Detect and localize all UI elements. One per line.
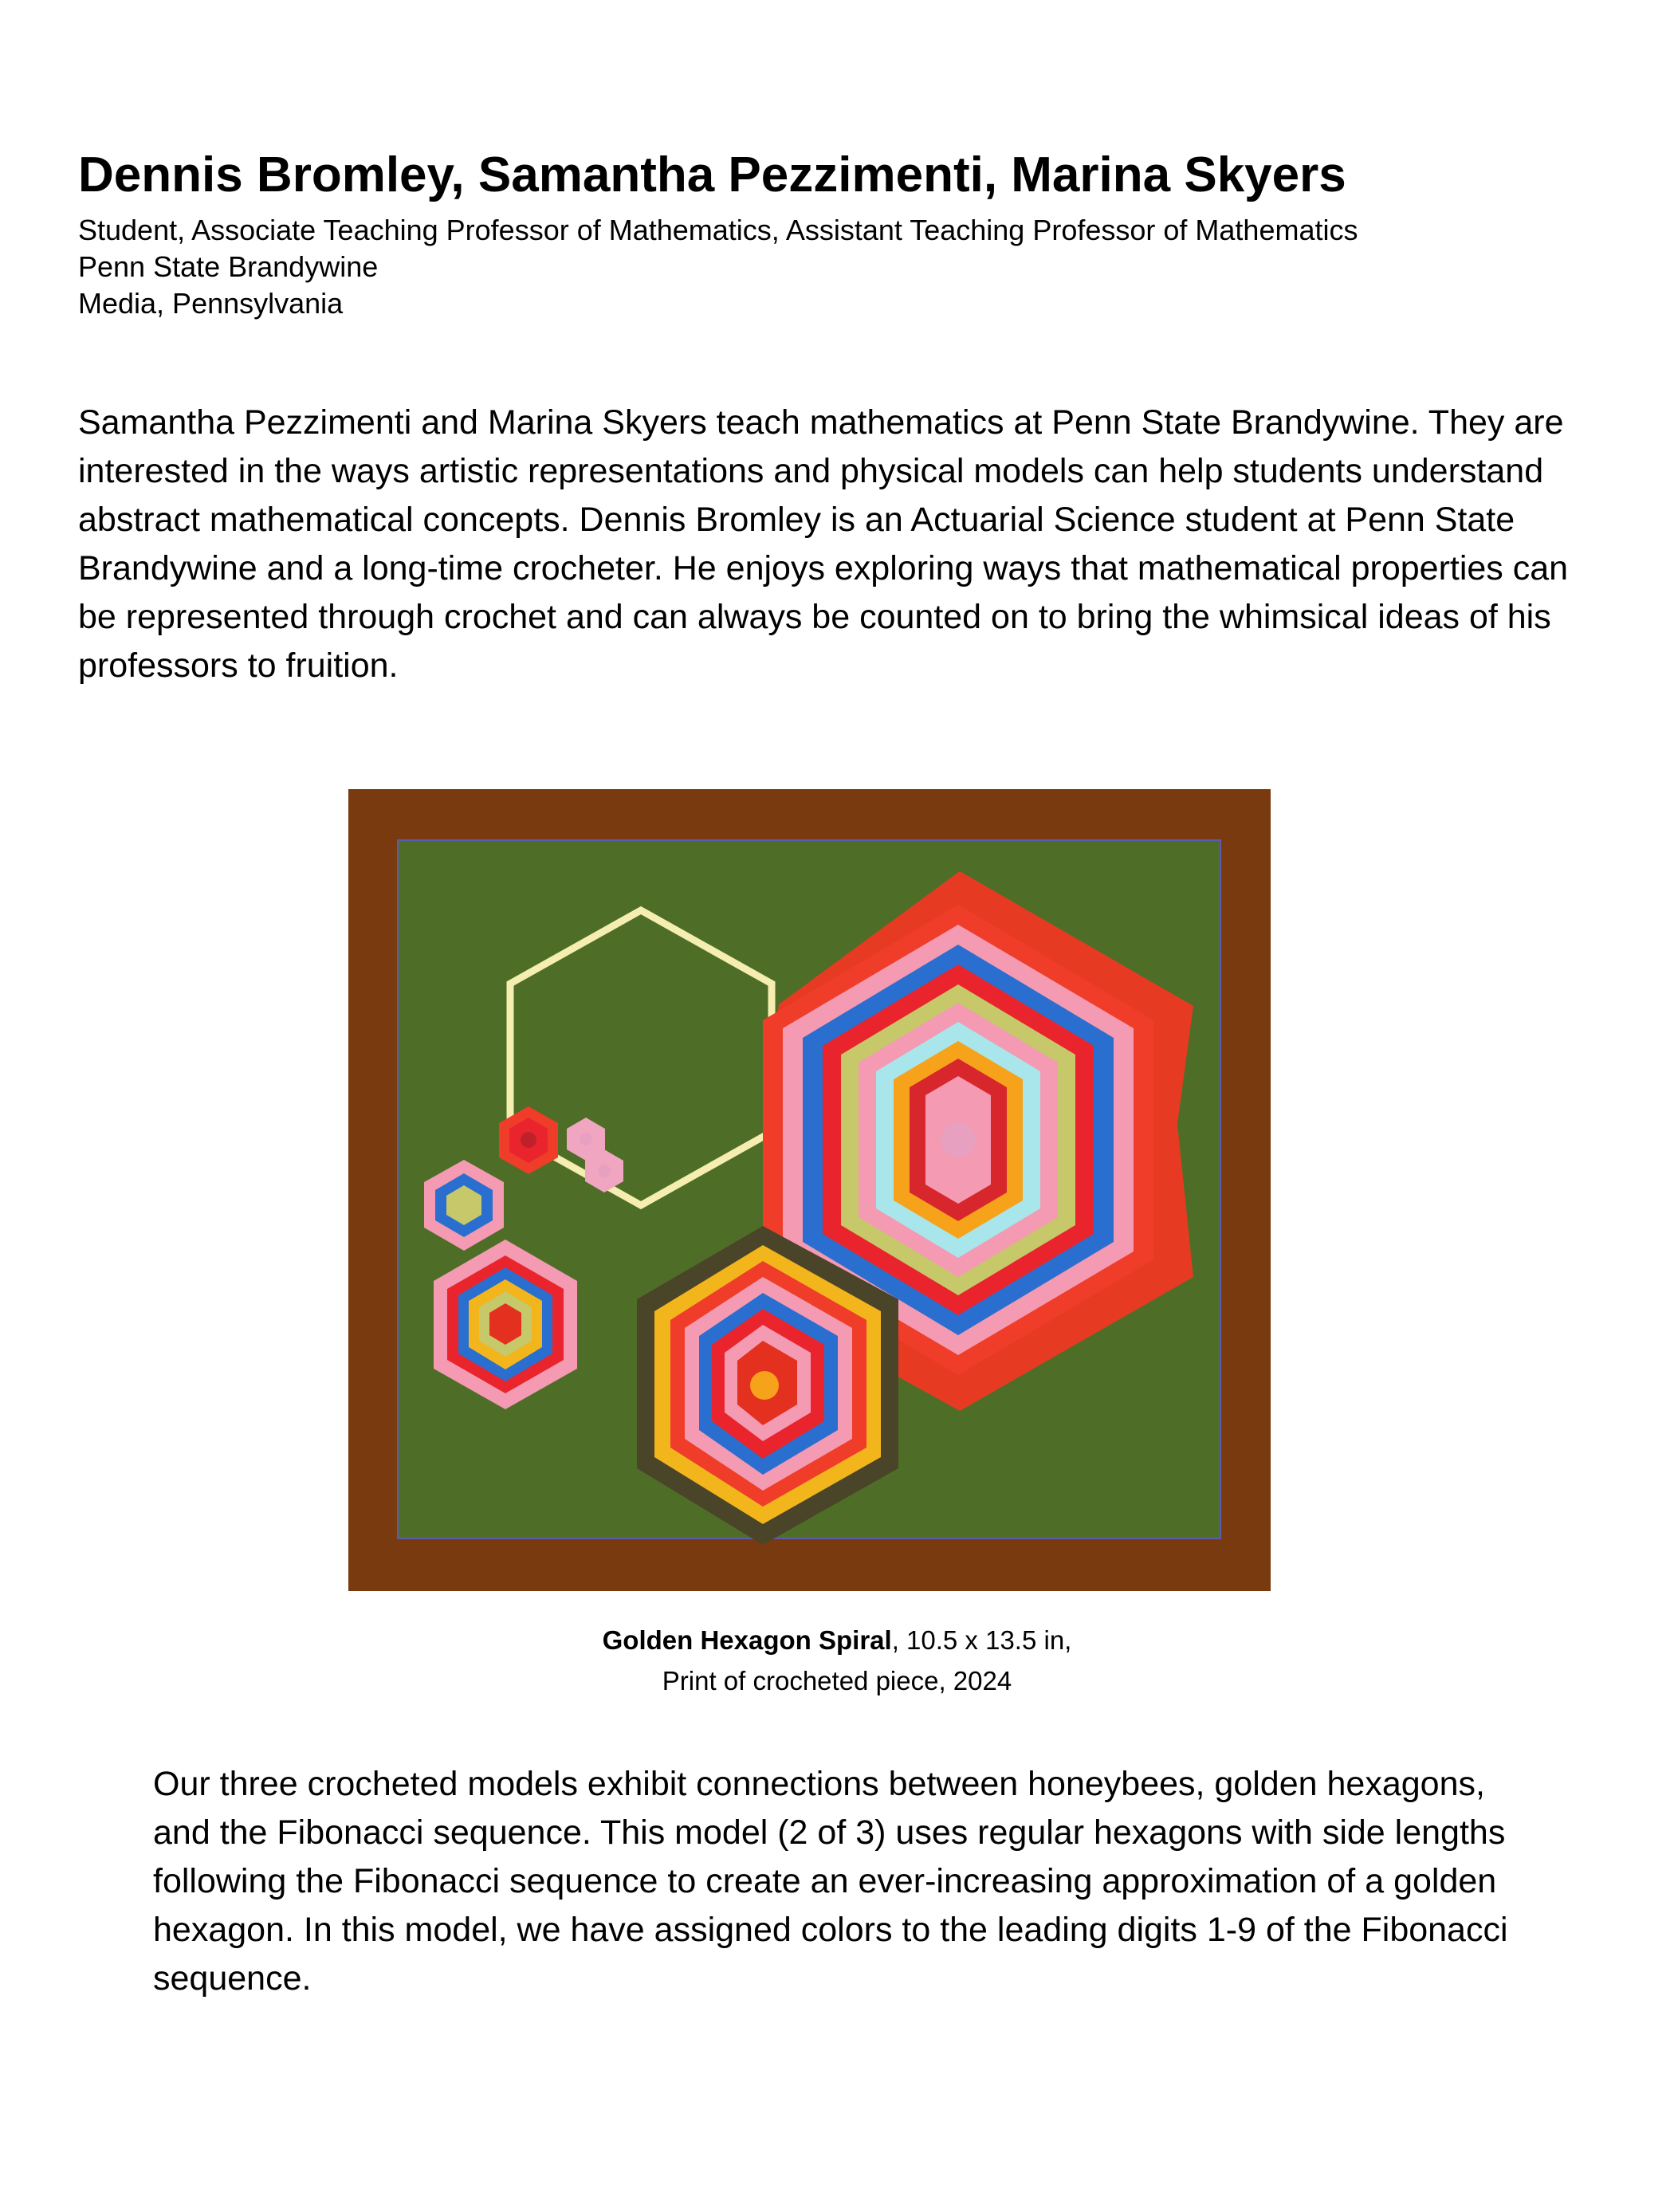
- artwork-image: [348, 789, 1271, 1591]
- location: Media, Pennsylvania: [78, 287, 344, 320]
- author-titles: Student, Associate Teaching Professor of Mathematics, Assistant Teaching Professor of Mathematics: [78, 214, 1358, 246]
- artwork-title: Golden Hexagon Spiral: [602, 1625, 892, 1655]
- authors-heading: Dennis Bromley, Samantha Pezzimenti, Marina Skyers: [78, 147, 1346, 202]
- figure-caption: [0, 1620, 1674, 1701]
- caption-line-2: Print of crocheted piece, 2024: [662, 1666, 1012, 1695]
- institution: Penn State Brandywine: [78, 250, 379, 283]
- artwork-frame: [348, 789, 1271, 1591]
- artwork-description: Our three crocheted models exhibit connections between honeybees, golden hexagons, and the Fibonacci sequence. This model (2 of 3) uses regular hexagons with side lengths following the Fibonacci sequence to create an ever-increasing approximation of a golden hexagon. In this model, we have assigned colors to the leading digits 1-9 of the Fibonacci sequence.: [153, 1765, 1508, 1998]
- affiliation-block: [78, 212, 1358, 322]
- author-bio: Samantha Pezzimenti and Marina Skyers teach mathematics at Penn State Brandywine. They are interested in the ways artistic representations and physical models can help students understand abstract mathematical concepts. Dennis Bromley is an Actuarial Science student at Penn State Brandywine and a long-time crocheter. He enjoys exploring ways that mathematical properties can be represented through crochet and can always be counted on to bring the whimsical ideas of his professors to fruition.: [78, 403, 1569, 685]
- caption-line-1: [0, 1620, 1674, 1660]
- artwork-details: , 10.5 x 13.5 in,: [891, 1625, 1072, 1655]
